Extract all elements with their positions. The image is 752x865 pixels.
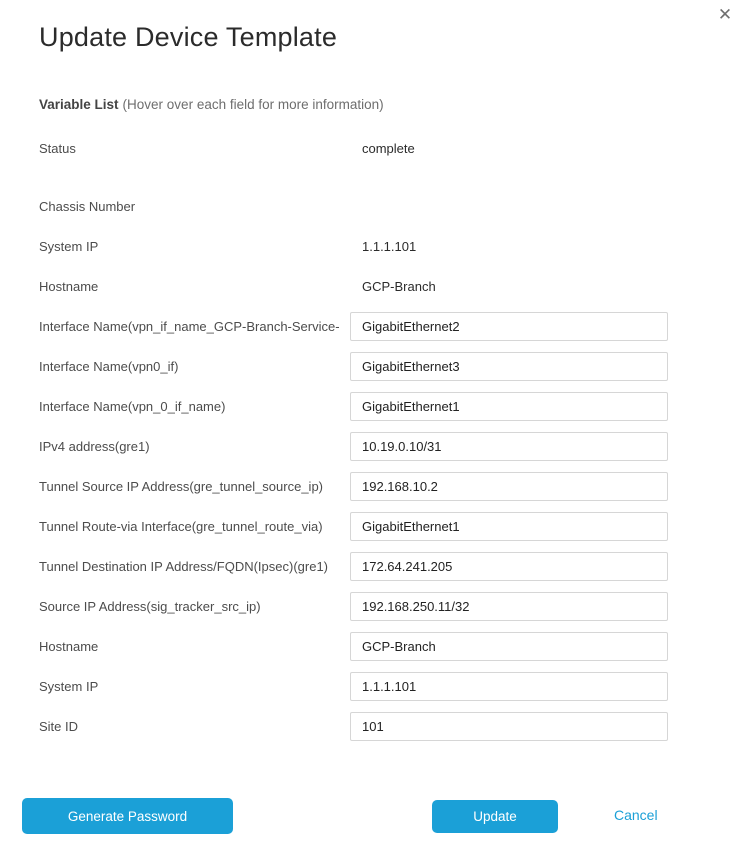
tunnel-source-ip-input[interactable] xyxy=(350,472,668,501)
field-row-interface-name-service xyxy=(39,306,713,346)
field-label: Interface Name(vpn_if_name_GCP-Branch-Service- xyxy=(39,318,340,334)
field-label: Hostname xyxy=(39,278,99,294)
dialog-footer xyxy=(0,796,752,836)
field-label: Hostname xyxy=(39,638,99,654)
field-label: Interface Name(vpn0_if) xyxy=(39,358,179,374)
field-value: 1.1.1.101 xyxy=(362,238,417,254)
interface-name-vpn-0-if-name-input[interactable] xyxy=(350,392,668,421)
field-label: Tunnel Source IP Address(gre_tunnel_source_ip) xyxy=(39,478,324,494)
interface-name-vpn0-if-input[interactable] xyxy=(350,352,668,381)
field-label: Interface Name(vpn_0_if_name) xyxy=(39,398,226,414)
close-icon[interactable]: ✕ xyxy=(717,5,733,24)
field-row-ipv4-address-gre1 xyxy=(39,426,713,466)
interface-name-service-input[interactable] xyxy=(350,312,668,341)
variable-list xyxy=(0,128,752,746)
field-label: Chassis Number xyxy=(39,198,136,214)
ipv4-address-gre1-input[interactable] xyxy=(350,432,668,461)
field-label: Source IP Address(sig_tracker_src_ip) xyxy=(39,598,261,614)
field-label: Site ID xyxy=(39,718,79,734)
field-row-hostname-input xyxy=(39,626,713,666)
hostname-input[interactable] xyxy=(350,632,668,661)
page-title: Update Device Template xyxy=(39,22,338,52)
source-ip-tracker-input[interactable] xyxy=(350,592,668,621)
field-label: System IP xyxy=(39,238,99,254)
field-label: Status xyxy=(39,140,76,156)
field-row-site-id xyxy=(39,706,713,746)
tunnel-destination-ip-input[interactable] xyxy=(350,552,668,581)
system-ip-input[interactable] xyxy=(350,672,668,701)
variable-list-heading-title: Variable List xyxy=(39,97,119,112)
field-row-status xyxy=(39,128,713,168)
field-row-interface-name-vpn0-if xyxy=(39,346,713,386)
field-label: Tunnel Destination IP Address/FQDN(Ipsec)(gre1) xyxy=(39,558,329,574)
field-row-tunnel-route-via xyxy=(39,506,713,546)
field-row-system-ip xyxy=(39,226,713,266)
site-id-input[interactable] xyxy=(350,712,668,741)
update-button[interactable]: Update xyxy=(432,800,558,833)
field-label: System IP xyxy=(39,678,99,694)
variable-list-heading xyxy=(39,97,713,112)
field-row-tunnel-source-ip xyxy=(39,466,713,506)
field-value: complete xyxy=(362,140,415,156)
field-row-tunnel-destination-ip xyxy=(39,546,713,586)
tunnel-route-via-input[interactable] xyxy=(350,512,668,541)
generate-password-button[interactable]: Generate Password xyxy=(22,798,233,834)
field-row-system-ip-input xyxy=(39,666,713,706)
field-row-interface-name-vpn-0-if-name xyxy=(39,386,713,426)
field-row-hostname xyxy=(39,266,713,306)
field-row-chassis-number xyxy=(39,186,713,226)
cancel-button[interactable]: Cancel xyxy=(614,807,658,823)
field-value: GCP-Branch xyxy=(362,278,436,294)
field-label: IPv4 address(gre1) xyxy=(39,438,150,454)
field-row-source-ip-tracker xyxy=(39,586,713,626)
field-label: Tunnel Route-via Interface(gre_tunnel_route_via) xyxy=(39,518,323,534)
variable-list-heading-note: (Hover over each field for more information) xyxy=(122,97,384,112)
